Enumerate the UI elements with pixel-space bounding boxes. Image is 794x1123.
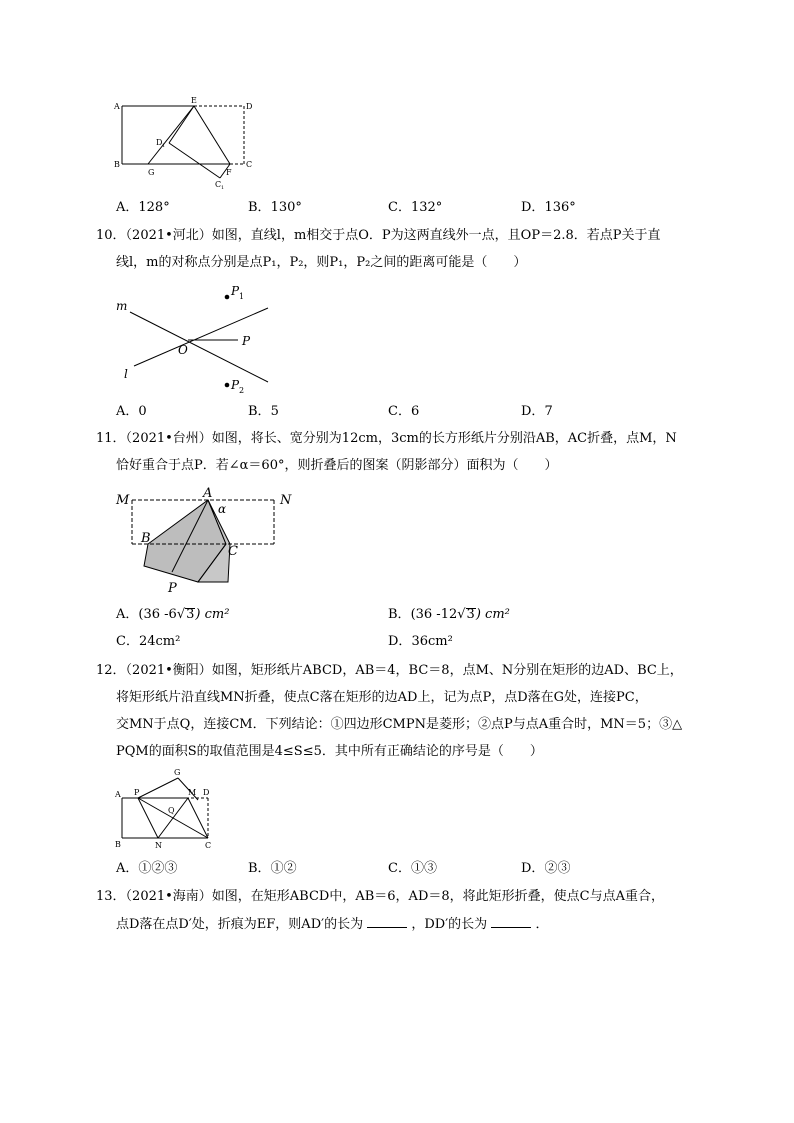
q11-stem-line1: 11．（2021•台州）如图，将长、宽分别为12cm，3cm的长方形纸片分别沿AB，AC折叠，点M，N	[96, 431, 677, 446]
q10-option-b[interactable]: B．5	[248, 404, 279, 419]
q9-label-B: B	[114, 160, 120, 169]
q9-label-G: G	[148, 168, 155, 177]
q11-option-d[interactable]: D．36cm²	[388, 634, 453, 649]
q10-stem-line1: 10．（2021•河北）如图，直线l，m相交于点O．P为这两直线外一点，且OP＝2.8．若点P关于直	[96, 228, 661, 243]
q12-label-G: G	[174, 768, 181, 777]
q12-option-c[interactable]: C．①③	[388, 861, 437, 876]
q10-label-l: l	[124, 367, 128, 381]
q12-stem-line4: PQM的面积S的取值范围是4≤S≤5．其中所有正确结论的序号是（ ）	[116, 744, 543, 759]
q12-stem-line1: 12．（2021•衡阳）如图，矩形纸片ABCD，AB＝4，BC＝8，点M、N分别在矩形的边AD、BC上，	[96, 663, 683, 678]
q12-label-N: N	[155, 841, 162, 850]
q12-option-d[interactable]: D．②③	[521, 861, 571, 876]
q12-figure	[112, 764, 222, 854]
q9-option-c[interactable]: C．132°	[388, 200, 443, 215]
q9-label-D1-sub: 1	[162, 143, 166, 149]
q9-figure	[112, 96, 262, 192]
q11-stem-line2: 恰好重合于点P．若∠α＝60°，则折叠后的图案（阴影部分）面积为（ ）	[116, 458, 558, 473]
q10-option-a[interactable]: A．0	[116, 404, 147, 419]
q10-label-P1-sub: 1	[239, 292, 245, 301]
q11-label-M: M	[116, 493, 130, 508]
q10-figure	[112, 280, 282, 394]
q9-label-F: F	[226, 168, 232, 177]
sqrt-sign-icon: √	[457, 607, 466, 622]
q12-label-C: C	[205, 841, 212, 850]
q11-label-A: A	[203, 486, 213, 501]
q9-label-A: A	[114, 102, 120, 111]
q11-label-P: P	[168, 581, 177, 596]
q10-label-O: O	[178, 343, 188, 357]
q11-label-N: N	[280, 493, 292, 508]
q11-label-B: B	[141, 531, 151, 546]
q9-option-b[interactable]: B．130°	[248, 200, 302, 215]
q10-label-P: P	[242, 334, 251, 348]
q13-stem-line2: 点D落在点D′处，折痕为EF，则AD′的长为 ，DD′的长为 ．	[116, 917, 549, 932]
q13-blank-2[interactable]	[491, 915, 531, 928]
q12-label-Q: Q	[168, 806, 175, 815]
q10-stem-line2: 线l，m的对称点分别是点P₁，P₂，则P₁，P₂之间的距离可能是（ ）	[116, 255, 527, 270]
q12-option-a[interactable]: A．①②③	[116, 861, 178, 876]
q9-label-C1-sub: 1	[221, 185, 225, 191]
q9-label-E: E	[191, 96, 197, 105]
q11-label-alpha: α	[218, 502, 227, 516]
q10-label-P1: P	[231, 284, 240, 298]
q10-option-c[interactable]: C．6	[388, 404, 420, 419]
q12-label-D: D	[203, 788, 210, 797]
q12-label-P: P	[134, 788, 140, 797]
q12-label-M: M	[188, 788, 197, 797]
q11-label-C: C	[228, 544, 238, 559]
q11-option-c[interactable]: C．24cm²	[116, 634, 181, 649]
q9-label-D: D	[246, 102, 253, 111]
q12-stem-line3: 交MN于点Q，连接CM．下列结论：①四边形CMPN是菱形；②点P与点A重合时，MN＝5；③△	[116, 717, 683, 732]
sqrt-sign-icon: √	[176, 607, 186, 622]
q12-stem-line2: 将矩形纸片沿直线MN折叠，使点C落在矩形的边AD上，记为点P，点D落在G处，连接PC，	[116, 690, 648, 705]
q10-label-m: m	[116, 299, 128, 313]
q12-label-A: A	[115, 790, 121, 799]
q11-figure	[112, 484, 302, 596]
q9-label-C: C	[246, 160, 253, 169]
q12-option-b[interactable]: B．①②	[248, 861, 297, 876]
q9-option-a[interactable]: A．128°	[116, 200, 170, 215]
q10-label-P2-sub: 2	[239, 386, 245, 394]
q13-stem-line1: 13．（2021•海南）如图，在矩形ABCD中，AB＝6，AD＝8，将此矩形折叠，使点C与点A重合，	[96, 889, 664, 904]
q12-label-B: B	[115, 840, 121, 849]
q9-option-d[interactable]: D．136°	[521, 200, 576, 215]
q9-label-C1: C	[215, 180, 222, 189]
q11-option-b[interactable]: B．(36 -12√3) cm²	[388, 607, 510, 622]
q11-option-a[interactable]: A．(36 -6√3) cm²	[116, 607, 230, 622]
q10-label-P2: P	[231, 378, 240, 392]
q10-option-d[interactable]: D．7	[521, 404, 553, 419]
q13-blank-1[interactable]	[367, 915, 407, 928]
q9-label-D1: D	[156, 138, 163, 147]
